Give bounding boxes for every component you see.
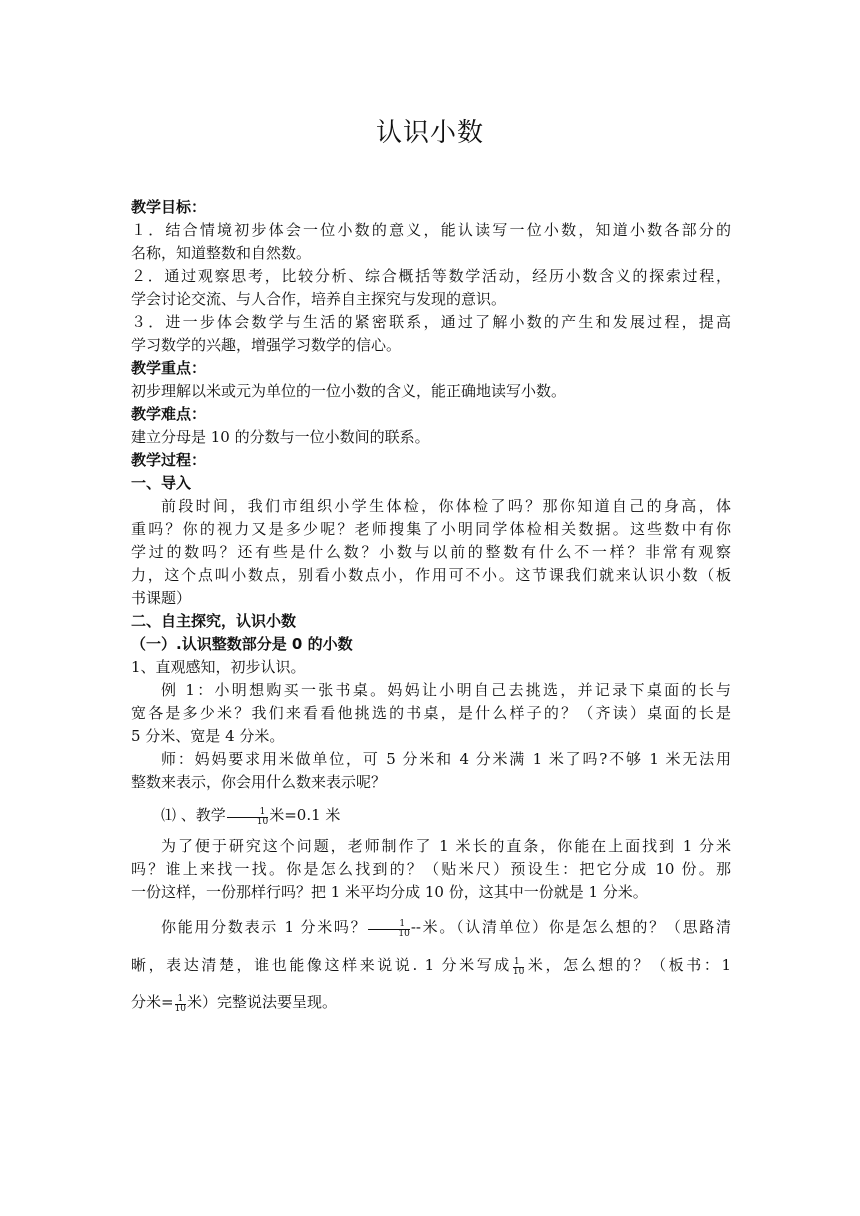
intro-line-2: 重吗？你的视力又是多少呢？老师搜集了小明同学体检相关数据。这些数中有你 bbox=[131, 520, 731, 538]
example-1-line-1: 例 1：小明想购买一张书桌。妈妈让小明自己去挑选，并记录下桌面的长与 bbox=[161, 681, 731, 699]
process-heading: 教学过程： bbox=[131, 451, 207, 469]
fraction-question-prefix: 你能用分数表示 1 分米吗？ bbox=[161, 918, 368, 936]
teach-item-prefix: ⑴ 、教学 bbox=[161, 806, 226, 824]
intro-line-1: 前段时间，我们市组织小学生体检，你体检了吗？那你知道自己的身高，体 bbox=[161, 497, 731, 515]
difficulty-heading: 教学难点： bbox=[131, 405, 207, 423]
research-line-3: 一份这样，一份那样行吗？把 1 米平均分成 10 份，这其中一份就是 1 分米。 bbox=[131, 883, 648, 901]
intro-line-5: 书课题） bbox=[131, 589, 192, 607]
goal-1-line-1: １．结合情境初步体会一位小数的意义，能认读写一位小数，知道小数各部分的 bbox=[131, 221, 731, 239]
focus-heading: 教学重点： bbox=[131, 359, 207, 377]
fraction-question-suffix: --米。（认清单位）你是怎么想的？（思路清 bbox=[410, 918, 731, 936]
fraction-numerator: 1 bbox=[175, 995, 186, 1005]
intro-line-3: 学过的数吗？还有些是什么数？小数与以前的整数有什么不一样？非常有观察 bbox=[131, 543, 731, 561]
clear-expression-suffix: 米，怎么想的？（板书：1 bbox=[525, 956, 731, 974]
fraction-denominator: 10 bbox=[174, 1004, 187, 1014]
focus-text: 初步理解以米或元为单位的一位小数的含义，能正确地读写小数。 bbox=[131, 382, 567, 400]
fraction-one-tenth bbox=[368, 920, 409, 939]
teach-item-suffix: 米=0.1 米 bbox=[269, 806, 341, 824]
example-1-line-3: 5 分米、宽是 4 分米。 bbox=[131, 727, 285, 745]
clear-expression-line bbox=[131, 939, 731, 991]
research-line-2: 吗？谁上来找一找。你是怎么找到的？（贴米尺）预设生：把它分成 10 份。那 bbox=[131, 860, 731, 878]
difficulty-text: 建立分母是 10 的分数与一位小数间的联系。 bbox=[131, 428, 430, 446]
document-body bbox=[131, 196, 731, 1014]
goal-3-line-2: 学习数学的兴趣，增强学习数学的信心。 bbox=[131, 336, 402, 354]
fraction-numerator: 1 bbox=[227, 808, 268, 818]
goal-2-line-1: ２．通过观察思考，比较分析、综合概括等数学活动，经历小数含义的探索过程， bbox=[131, 267, 731, 285]
fraction-question-line bbox=[131, 916, 731, 939]
teacher-line-2: 整数来表示，你会用什么数来表示呢？ bbox=[131, 773, 387, 791]
goal-2-line-2: 学会讨论交流、与人合作，培养自主探究与发现的意识。 bbox=[131, 290, 507, 308]
subsection-1-heading: （一）.认识整数部分是 0 的小数 bbox=[131, 635, 353, 653]
fraction-one-tenth bbox=[227, 808, 268, 827]
final-line bbox=[131, 991, 731, 1014]
fraction-denominator: 10 bbox=[512, 967, 525, 977]
goals-heading: 教学目标： bbox=[131, 198, 207, 216]
fraction-denominator: 10 bbox=[398, 929, 410, 939]
section-1-heading: 一、导入 bbox=[131, 474, 192, 492]
fraction-numerator: 1 bbox=[368, 920, 409, 930]
teach-item-1 bbox=[131, 804, 731, 827]
clear-expression-prefix: 晰，表达清楚，谁也能像这样来说说. 1 分米写成 bbox=[131, 956, 512, 974]
final-line-suffix: 米）完整说法要呈现。 bbox=[187, 993, 338, 1011]
fraction-numerator: 1 bbox=[513, 958, 524, 968]
teacher-line-1: 师：妈妈要求用米做单位，可 5 分米和 4 分米满 1 米了吗?不够 1 米无法用 bbox=[161, 750, 731, 768]
goal-1-line-2: 名称，知道整数和自然数。 bbox=[131, 244, 312, 262]
final-line-prefix: 分米= bbox=[131, 993, 174, 1011]
fraction-one-tenth bbox=[175, 995, 186, 1014]
example-1-line-2: 宽各是多少米？我们来看看他挑选的书桌，是什么样子的？（齐读）桌面的长是 bbox=[131, 704, 731, 722]
goal-3-line-1: ３．进一步体会数学与生活的紧密联系，通过了解小数的产生和发展过程，提高 bbox=[131, 313, 731, 331]
section-2-heading: 二、自主探究，认识小数 bbox=[131, 612, 297, 630]
page-title: 认识小数 bbox=[375, 118, 484, 148]
intro-line-4: 力，这个点叫小数点，别看小数点小，作用可不小。这节课我们就来认识小数（板 bbox=[131, 566, 731, 584]
step-1: 1、直观感知，初步认识。 bbox=[131, 658, 306, 676]
research-line-1: 为了便于研究这个问题，老师制作了 1 米长的直条，你能在上面找到 1 分米 bbox=[161, 837, 731, 855]
fraction-denominator: 10 bbox=[256, 817, 269, 827]
fraction-one-tenth bbox=[513, 958, 524, 977]
